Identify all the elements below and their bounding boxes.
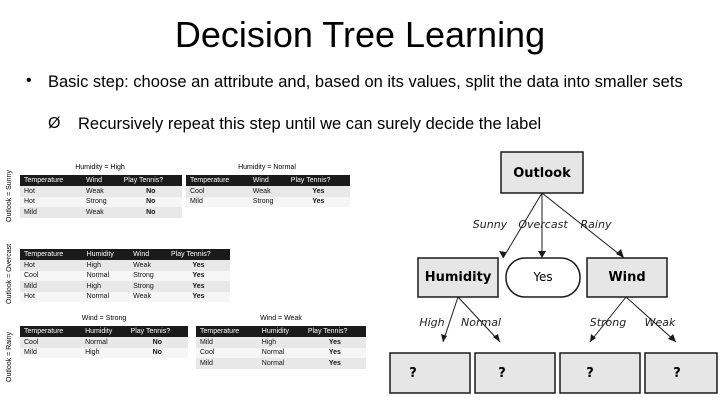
table-cell: Mild: [20, 348, 81, 359]
node-unknown-3: [560, 353, 640, 393]
table-cell: Mild: [196, 358, 258, 369]
table-cell: Strong: [82, 197, 120, 208]
table-cell: Cool: [196, 348, 258, 359]
table-cell: Yes: [167, 271, 230, 282]
edge-label-weak: Weak: [644, 316, 676, 329]
sub-bullet-text: Recursively repeat this step until we can surely decide the label: [78, 115, 542, 133]
table-cell: Normal: [83, 271, 130, 282]
node-unknown-label: ?: [409, 366, 417, 381]
bullet-text: Basic step: choose an attribute and, based on its values, split the data into smaller sets: [48, 73, 683, 91]
table-cell: Yes: [304, 358, 366, 369]
table-cell: Mild: [20, 207, 82, 218]
table-cell: Yes: [287, 186, 350, 197]
slide-title: Decision Tree Learning: [174, 14, 546, 55]
bullet-symbol: •: [26, 72, 32, 89]
edge-label-sunny: Sunny: [472, 218, 508, 231]
table-cell: No: [127, 337, 188, 348]
table-caption-humidity-normal: Humidity = Normal: [238, 164, 296, 171]
column-header: Temperature: [20, 326, 81, 337]
table-cell: Normal: [258, 358, 304, 369]
node-unknown-label: ?: [673, 366, 681, 381]
table-cell: High: [83, 281, 130, 292]
node-unknown-label: ?: [586, 366, 594, 381]
table-cell: Mild: [20, 281, 83, 292]
node-humidity-label: Humidity: [424, 270, 492, 285]
column-header: Humidity: [81, 326, 126, 337]
table-cell: No: [120, 207, 182, 218]
column-header: Wind: [82, 175, 120, 186]
table-cell: Weak: [82, 207, 120, 218]
sub-bullet-symbol: Ø: [48, 115, 61, 132]
side-label-overcast: Outlook = Overcast: [6, 243, 13, 304]
node-unknown-4: [645, 353, 717, 393]
table-cell: Strong: [129, 271, 167, 282]
edge-high: [443, 297, 458, 342]
table-cell: High: [258, 337, 304, 348]
node-unknown-2: [475, 353, 555, 393]
table-cell: Yes: [167, 260, 230, 271]
column-header: Wind: [249, 175, 287, 186]
table-cell: Hot: [20, 260, 83, 271]
column-header: Play Tennis?: [127, 326, 188, 337]
table-cell: No: [120, 186, 182, 197]
leaf-yes-label: Yes: [533, 270, 553, 284]
table-cell: Yes: [304, 337, 366, 348]
table-cell: Cool: [20, 271, 83, 282]
table-cell: High: [83, 260, 130, 271]
table-caption-wind-weak: Wind = Weak: [260, 315, 302, 322]
table-cell: Mild: [186, 197, 249, 208]
column-header: Temperature: [20, 175, 82, 186]
column-header: Humidity: [83, 249, 130, 260]
table-cell: Weak: [249, 186, 287, 197]
table-cell: Yes: [167, 281, 230, 292]
table-cell: High: [81, 348, 126, 359]
table-cell: Strong: [129, 281, 167, 292]
column-header: Temperature: [186, 175, 249, 186]
edge-label-normal: Normal: [461, 316, 501, 329]
column-header: Play Tennis?: [120, 175, 182, 186]
table-cell: Yes: [167, 292, 230, 303]
table-cell: Normal: [83, 292, 130, 303]
table-cell: No: [120, 197, 182, 208]
column-header: Play Tennis?: [167, 249, 230, 260]
edge-label-strong: Strong: [589, 316, 627, 329]
table-cell: Cool: [186, 186, 249, 197]
table-cell: Weak: [129, 292, 167, 303]
node-unknown-1: [390, 353, 470, 393]
column-header: Temperature: [196, 326, 258, 337]
column-header: Play Tennis?: [304, 326, 366, 337]
table-cell: Hot: [20, 197, 82, 208]
column-header: Humidity: [258, 326, 304, 337]
side-label-sunny: Outlook = Sunny: [6, 170, 13, 222]
column-header: Play Tennis?: [287, 175, 350, 186]
table-cell: Normal: [258, 348, 304, 359]
node-outlook-label: Outlook: [513, 166, 571, 181]
table-caption-humidity-high: Humidity = High: [75, 164, 125, 171]
column-header: Temperature: [20, 249, 83, 260]
table-cell: Hot: [20, 186, 82, 197]
edge-label-overcast: Overcast: [518, 218, 568, 231]
table-cell: Yes: [287, 197, 350, 208]
edge-label-high: High: [419, 316, 445, 329]
table-cell: Strong: [249, 197, 287, 208]
table-cell: Weak: [129, 260, 167, 271]
table-cell: Weak: [82, 186, 120, 197]
column-header: Wind: [129, 249, 167, 260]
table-cell: Normal: [81, 337, 126, 348]
table-cell: No: [127, 348, 188, 359]
table-cell: Yes: [304, 348, 366, 359]
table-caption-wind-strong: Wind = Strong: [81, 315, 127, 322]
side-label-rainy: Outlook = Rainy: [6, 332, 13, 382]
node-wind-label: Wind: [608, 270, 646, 285]
table-cell: Hot: [20, 292, 83, 303]
table-cell: Cool: [20, 337, 81, 348]
node-unknown-label: ?: [498, 366, 506, 381]
table-cell: Mild: [196, 337, 258, 348]
edge-label-rainy: Rainy: [580, 218, 612, 231]
